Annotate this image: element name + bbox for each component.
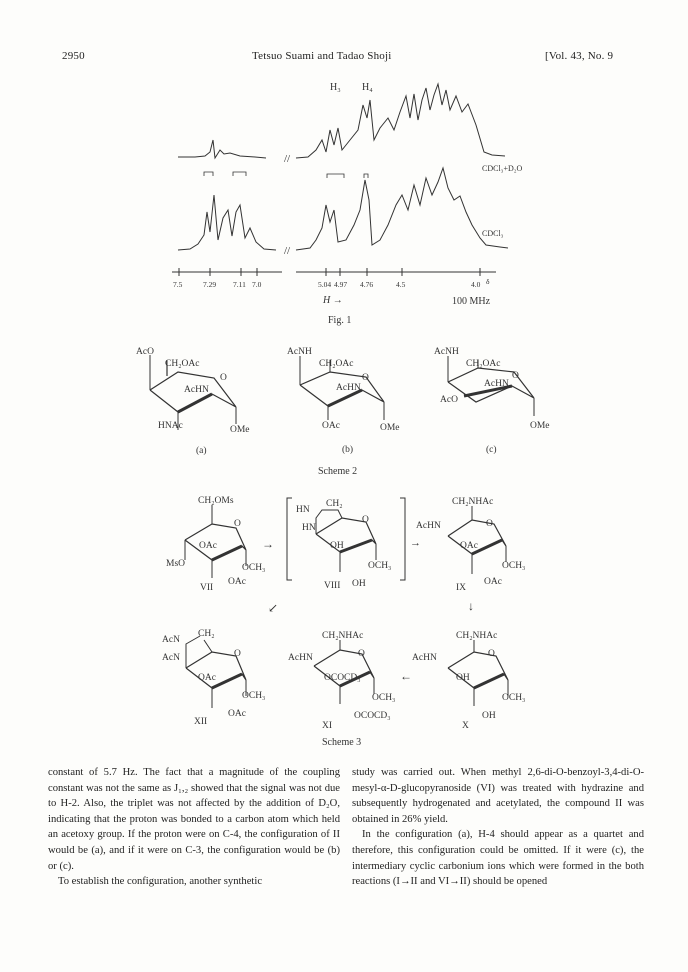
c-group-ch2oac: CH₂OAc — [466, 359, 501, 369]
a-group-hnac: HNAc — [158, 421, 183, 431]
arrow-x-to-xi: ← — [400, 669, 412, 683]
viii-group-och3: OCH₃ — [368, 561, 392, 571]
tick-7-11: 7.11 — [233, 280, 246, 289]
x-group-oh-3: OH — [456, 673, 470, 683]
x-group-ring-o: O — [488, 649, 495, 659]
left-paragraph-2: To establish the configuration, another synthetic — [58, 876, 263, 888]
a-group-ring-o: O — [220, 373, 227, 383]
xii-group-ch2: CH₂ — [198, 629, 215, 639]
viii-group-ch2: CH₂ — [326, 499, 343, 509]
right-paragraph-1: study was carried out. When methyl 2,6-di-O-benzoyl-3,4-di-O-mesyl-α-D-glucopyranoside (VI) was treated with hydrazine and subsequently hydrogenated and acetylated, the compound II was obtained in 26% yield. — [352, 767, 644, 825]
structure-viii — [287, 498, 405, 591]
delta-symbol: δ — [486, 277, 490, 286]
structure-ix — [416, 497, 525, 593]
x-group-och3: OCH₃ — [502, 693, 526, 703]
xii-group-ring-o: O — [234, 649, 241, 659]
vii-group-ch2oms: CH₂OMs — [198, 496, 234, 506]
ix-group-oac-3: OAc — [460, 541, 478, 551]
vii-group-mso: MsO — [166, 559, 186, 569]
axis-break-mark-lower: // — [284, 245, 291, 257]
ix-group-och3: OCH₃ — [502, 561, 526, 571]
tick-7-29: 7.29 — [203, 280, 217, 289]
tick-7-5: 7.5 — [173, 280, 183, 289]
running-title-authors: Tetsuo Suami and Tadao Shoji — [252, 50, 392, 62]
left-paragraph-1: constant of 5.7 Hz. The fact that a magnitude of the coupling constant was not the same as J₁,₂ showed that the signal was not due to H-2. Also, the triplet was not affected by the addition of D₂O, indicating that the proton was bonded to a carbon atom which held an acetoxy group. If the proton were on C-4, the configuration of II would be (a), and if it were on C-3, the configuration would be (b) or (c). — [48, 767, 340, 872]
left-text-column — [48, 765, 340, 890]
b-label: (b) — [342, 445, 354, 455]
viii-label: VIII — [324, 581, 341, 591]
vii-group-och3: OCH₃ — [242, 563, 266, 573]
c-group-achn: AcHN — [484, 379, 509, 389]
ix-group-achn: AcHN — [416, 521, 441, 531]
volume-issue: [Vol. 43, No. 9 — [545, 50, 614, 62]
spectrometer-frequency: 100 MHz — [452, 296, 491, 307]
xii-group-och3: OCH₃ — [242, 691, 266, 701]
b-group-ring-o: O — [362, 373, 369, 383]
viii-group-ring-o: O — [362, 515, 369, 525]
b-group-oac: OAc — [322, 421, 340, 431]
vii-group-ring-o: O — [234, 519, 241, 529]
c-group-ring-o: O — [512, 371, 519, 381]
structure-xii — [162, 629, 265, 727]
xi-group-och3: OCH₃ — [372, 693, 396, 703]
structure-xi — [288, 631, 395, 731]
scheme-2-caption: Scheme 2 — [318, 466, 358, 477]
xii-group-oac-3: OAc — [198, 673, 216, 683]
ix-label: IX — [456, 583, 467, 593]
viii-group-hn: HN — [302, 523, 316, 533]
figure-1-caption: Fig. 1 — [328, 315, 352, 326]
xii-group-oac-2: OAc — [228, 709, 246, 719]
xii-label: XII — [194, 717, 208, 727]
arrow-viii-to-ix: → — [410, 537, 421, 549]
vii-group-oac-3: OAc — [199, 541, 217, 551]
tick-5-04: 5.04 — [318, 280, 332, 289]
b-group-ch2oac: CH₂OAc — [319, 359, 354, 369]
c-group-aco: AcO — [440, 395, 458, 405]
b-group-acnh: AcNH — [287, 347, 312, 357]
arrow-vii-to-xii: ↙ — [268, 601, 279, 615]
ix-group-ring-o: O — [486, 519, 493, 529]
arrow-vii-to-viii: → — [262, 537, 274, 551]
arrow-ix-to-x: ↓ — [468, 599, 474, 613]
a-label: (a) — [196, 446, 207, 456]
c-label: (c) — [486, 445, 497, 455]
peak-label-h4: H₄ — [362, 82, 373, 93]
xii-group-acn-top: AcN — [162, 635, 180, 645]
viii-group-hn-top: HN — [296, 505, 310, 515]
trace-label-cdcl3-d2o: CDCl₃+D₂O — [482, 164, 523, 173]
ix-group-oac-2: OAc — [484, 577, 502, 587]
viii-group-oh-3: OH — [330, 541, 344, 551]
b-group-achn: AcHN — [336, 383, 361, 393]
c-group-acnh: AcNH — [434, 347, 459, 357]
a-group-ome: OMe — [230, 425, 250, 435]
structure-x — [412, 631, 525, 731]
page-number: 2950 — [62, 50, 85, 62]
xi-group-ring-o: O — [358, 649, 365, 659]
trace-label-cdcl3: CDCl₃ — [482, 229, 504, 238]
x-group-oh-2: OH — [482, 711, 496, 721]
a-group-achn: AcHN — [184, 385, 209, 395]
b-group-ome: OMe — [380, 423, 400, 433]
xi-group-achn: AcHN — [288, 653, 313, 663]
x-label: X — [462, 721, 469, 731]
xii-group-acn: AcN — [162, 653, 180, 663]
scheme-3-caption: Scheme 3 — [322, 737, 362, 748]
tick-4-5: 4.5 — [396, 280, 406, 289]
tick-4-97: 4.97 — [334, 280, 348, 289]
a-group-aco: AcO — [136, 347, 154, 357]
tick-4-0: 4.0 — [471, 280, 481, 289]
tick-4-76: 4.76 — [360, 280, 374, 289]
viii-group-oh-2: OH — [352, 579, 366, 589]
xi-group-ococd3-3: OCOCD₃ — [324, 673, 361, 683]
peak-label-h3: H₃ — [330, 82, 341, 93]
x-group-achn: AcHN — [412, 653, 437, 663]
ix-group-ch2nhac: CH₂NHAc — [452, 497, 494, 507]
c-group-ome: OMe — [530, 421, 550, 431]
h-field-arrow: H → — [323, 295, 343, 306]
xi-group-ococd3-2: OCOCD₃ — [354, 711, 391, 721]
right-paragraph-2: In the configuration (a), H-4 should appear as a quartet and therefore, this configuration could be omitted. If it were (c), the intermediary cyclic carbonium ions which were formed in the both reactions (I→II and VI→II) should be opened — [352, 829, 644, 888]
x-group-ch2nhac: CH₂NHAc — [456, 631, 498, 641]
tick-7-0: 7.0 — [252, 280, 262, 289]
xi-group-ch2nhac: CH₂NHAc — [322, 631, 364, 641]
structure-vii — [166, 496, 265, 593]
right-text-column — [352, 765, 644, 890]
vii-group-oac-2: OAc — [228, 577, 246, 587]
a-group-ch2oac: CH₂OAc — [165, 359, 200, 369]
vii-label: VII — [200, 583, 214, 593]
xi-label: XI — [322, 721, 333, 731]
axis-break-mark-upper: // — [284, 153, 291, 165]
